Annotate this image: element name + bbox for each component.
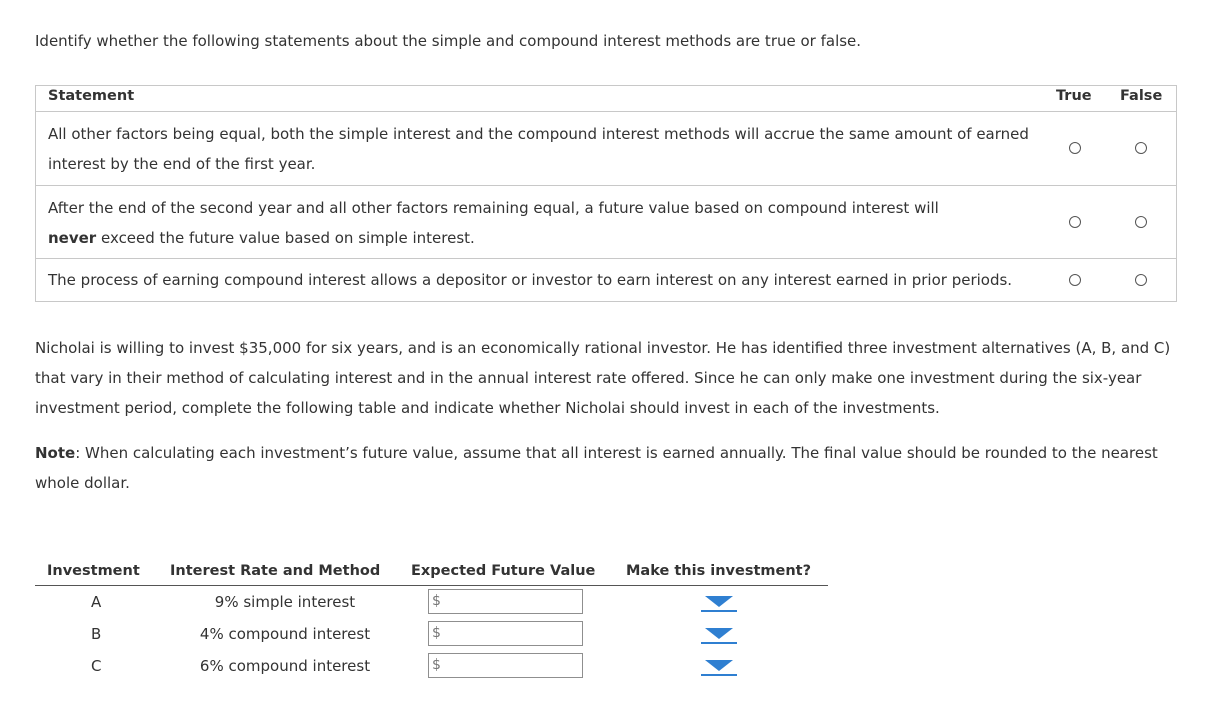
investment-letter: B — [91, 625, 102, 643]
investment-row-b — [35, 618, 828, 650]
statement-1-true-radio[interactable] — [1069, 142, 1081, 154]
statement-2-emphasis: never — [48, 229, 97, 247]
header-false: False — [1120, 88, 1163, 104]
header-investment: Investment — [47, 563, 140, 579]
make-investment-dropdown-b[interactable] — [701, 623, 737, 643]
statement-text-3: The process of earning compound interest allows a depositor or investor to earn interest on any interest earned in prior periods. — [48, 271, 1013, 289]
statement-3-true-radio[interactable] — [1069, 274, 1081, 286]
note-body: : When calculating each investment’s future value, assume that all interest is earned annually. The final value should be rounded to the nearest whole dollar. — [35, 444, 1158, 492]
statement-3-false-radio[interactable] — [1135, 274, 1147, 286]
true-false-table — [35, 85, 1177, 302]
instructions-text: Identify whether the following statements about the simple and compound interest methods are true or false. — [35, 32, 862, 50]
statement-row-1 — [36, 112, 1176, 186]
dollar-sign: $ — [432, 657, 441, 673]
dollar-sign: $ — [432, 625, 441, 641]
header-rate-method: Interest Rate and Method — [170, 563, 381, 579]
statement-text-2 — [48, 193, 1048, 253]
header-make-investment: Make this investment? — [626, 563, 812, 579]
dollar-sign: $ — [432, 593, 441, 609]
statement-2-text-before: After the end of the second year and all other factors remaining equal, a future value based on compound interest will — [48, 199, 939, 217]
statement-row-2 — [36, 186, 1176, 259]
dropdown-underline — [701, 674, 737, 676]
future-value-input-b[interactable] — [443, 623, 583, 645]
investment-rate: 6% compound interest — [199, 657, 371, 675]
true-false-table-header — [36, 86, 1176, 112]
note-label: Note — [35, 444, 76, 462]
investment-rate: 9% simple interest — [214, 593, 356, 611]
header-true: True — [1056, 88, 1092, 104]
future-value-field-a[interactable] — [428, 589, 583, 614]
header-future-value: Expected Future Value — [411, 563, 596, 579]
investment-table — [35, 560, 828, 682]
future-value-input-c[interactable] — [443, 655, 583, 677]
future-value-field-b[interactable] — [428, 621, 583, 646]
statement-1-false-radio[interactable] — [1135, 142, 1147, 154]
note-text — [35, 438, 1185, 498]
dropdown-underline — [701, 642, 737, 644]
investment-table-header — [35, 560, 828, 586]
future-value-field-c[interactable] — [428, 653, 583, 678]
statement-2-false-radio[interactable] — [1135, 216, 1147, 228]
future-value-input-a[interactable] — [443, 591, 583, 613]
header-statement: Statement — [48, 88, 135, 104]
investment-row-c — [35, 650, 828, 682]
scenario-text: Nicholai is willing to invest $35,000 for six years, and is an economically rational investor. He has identified three investment alternatives (A, B, and C) that vary in their method of calculating interest and in the annual interest rate offered. Since he can only make one investment during the six-year investment period, complete the following table and indicate whether Nicholai should invest in each of the investments. — [35, 339, 1171, 417]
statement-2-text-after: exceed the future value based on simple interest. — [100, 229, 475, 247]
investment-rate: 4% compound interest — [199, 625, 371, 643]
investment-row-a — [35, 586, 828, 618]
statement-2-true-radio[interactable] — [1069, 216, 1081, 228]
investment-letter: C — [91, 657, 102, 675]
investment-letter: A — [91, 593, 102, 611]
dropdown-arrow-icon — [705, 596, 733, 607]
dropdown-underline — [701, 610, 737, 612]
dropdown-arrow-icon — [705, 660, 733, 671]
statement-text-1: All other factors being equal, both the simple interest and the compound interest methods will accrue the same amount of earned interest by the end of the first year. — [48, 125, 1029, 173]
make-investment-dropdown-a[interactable] — [701, 591, 737, 611]
dropdown-arrow-icon — [705, 628, 733, 639]
make-investment-dropdown-c[interactable] — [701, 655, 737, 675]
statement-row-3 — [36, 259, 1176, 301]
